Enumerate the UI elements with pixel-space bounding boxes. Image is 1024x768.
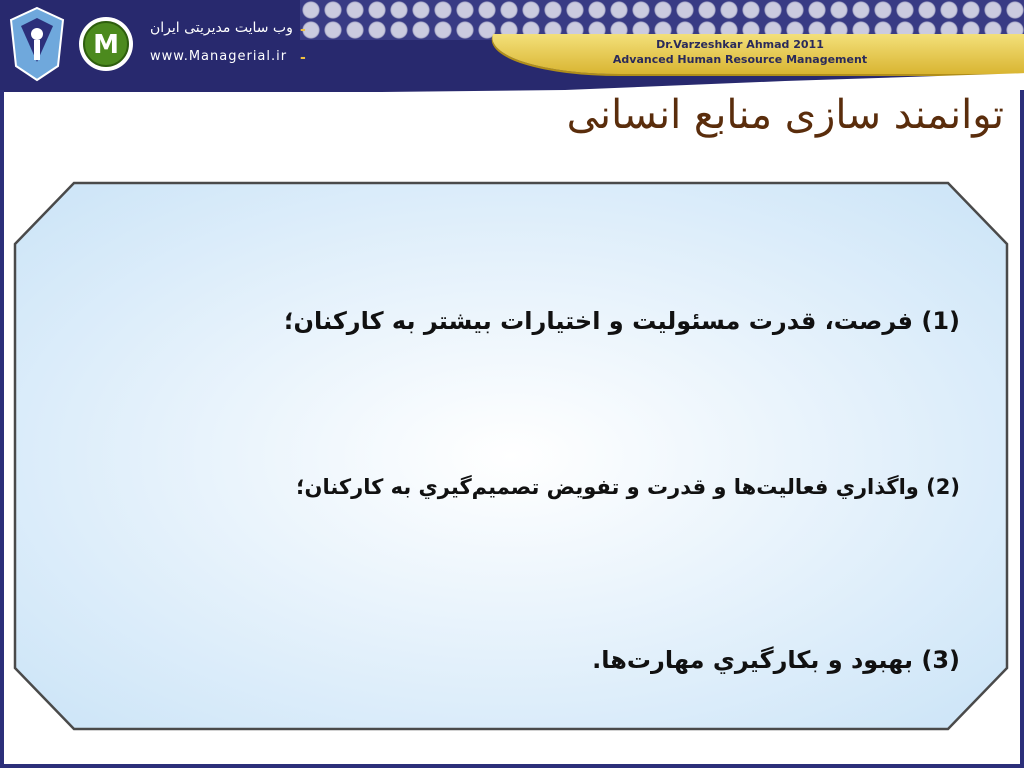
- svg-text:M: M: [93, 30, 119, 60]
- frame-left: [0, 90, 4, 768]
- content-box: [12, 180, 1010, 732]
- dash-decoration: -: [300, 50, 306, 66]
- list-item: (1) فرصت، قدرت مسئوليت و اختيارات بيشتر به كاركنان؛: [283, 307, 960, 335]
- author-line-1: Dr.Varzeshkar Ahmad 2011: [656, 38, 824, 51]
- author-block: [600, 37, 880, 67]
- header-banner: [0, 0, 1024, 92]
- dash-decoration: -: [300, 22, 306, 38]
- list-item: (3) بهبود و بكارگيري مهارت‌ها.: [592, 646, 960, 674]
- university-shield-icon: [8, 6, 66, 82]
- slide-title: توانمند سازی منابع انسانی: [566, 92, 1004, 138]
- list-item: (2) واگذاري فعاليت‌ها و قدرت و تفويض تصميم‌گيري به كاركنان؛: [296, 475, 960, 499]
- author-line-2: Advanced Human Resource Management: [612, 53, 868, 66]
- managerial-m-logo-icon: [78, 16, 134, 72]
- frame-bottom: [0, 764, 1024, 768]
- frame-right: [1020, 90, 1024, 768]
- site-name-fa: وب سایت مدیریتی ایران: [150, 20, 293, 36]
- site-url[interactable]: www.Managerial.ir: [150, 49, 288, 64]
